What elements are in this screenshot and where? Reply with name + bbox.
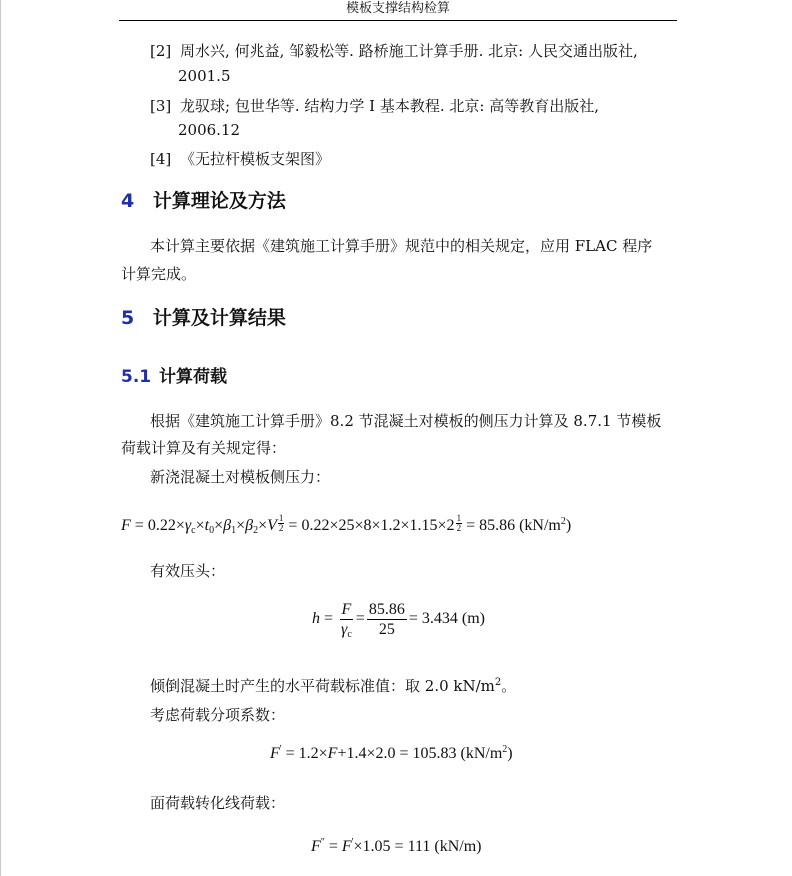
effective-head-label: 有效压头： <box>150 562 226 580</box>
dumping-load-text: 倾倒混凝土时产生的水平荷载标准值：取 2.0 $kN/m^2$。 <box>150 677 517 695</box>
eq-fraction-exponent: $\frac{1}{2}$ <box>456 513 462 533</box>
eq-variable: β <box>223 517 232 534</box>
eq-variable: β <box>245 517 254 534</box>
eq-result: 105.83 <box>412 745 457 762</box>
eq-result: 85.86 <box>479 517 516 534</box>
eq-numeric-expression: 0.22×25×8×1.2×1.15×2 <box>301 517 455 534</box>
eq-variable: t <box>204 517 210 534</box>
section-number: 4 <box>121 190 135 212</box>
reference-2-year: 2001.5 <box>178 67 231 85</box>
eq-subscript: 0 <box>209 525 215 536</box>
reference-text: 龙驭球; 包世华等. 结构力学 I 基本教程. 北京: 高等教育出版社, <box>180 97 599 115</box>
eq-result: 3.434 <box>421 610 458 628</box>
eq-variable: F <box>270 745 280 762</box>
reference-text: 《无拉杆模板支架图》 <box>180 150 331 168</box>
eq-variable: h <box>312 610 320 628</box>
eq-unit: (m) <box>461 610 485 628</box>
eq-variable: γ <box>184 517 192 534</box>
intro-line1: 根据《建筑施工计算手册》8.2 节混凝土对模板的侧压力计算及 8.7.1 节模板 <box>150 412 662 430</box>
eq-fraction: $\frac{85.86}{25}$ <box>368 601 405 638</box>
page-header <box>119 0 677 21</box>
eq-superscript: 2 <box>560 516 566 527</box>
reference-2 <box>150 40 638 61</box>
section-5-1-heading <box>121 362 227 387</box>
line-load-label: 面荷载转化线荷载： <box>150 794 286 812</box>
effective-head-equation: h = $\frac{F}{\gamma_c}$ = $\frac{85.86}{25}$ = 3.434 (m) <box>312 601 485 640</box>
lateral-pressure-label: 新浇混凝土对模板侧压力： <box>150 468 331 486</box>
section-title: 计算荷载 <box>159 367 228 387</box>
section-5-heading <box>121 303 286 330</box>
eq-result: 111 <box>407 838 431 855</box>
reference-3-year: 2006.12 <box>178 121 241 139</box>
superscript: 2 <box>494 677 502 688</box>
lateral-pressure-equation: $F = 0.22\times\gamma_c\times t_0\times\beta_1\times\beta_2\times V$ $\frac{1}{2}$ = 0.22×25×8×1.2×1.15×2 $\frac{1}{2}$ = 85.86 $(kN/m^2)$ <box>121 513 572 536</box>
reference-number: [2] <box>150 42 172 60</box>
eq-superscript: 2 <box>502 744 508 755</box>
header-title: 模板支撑结构检算 <box>345 1 450 16</box>
section-number: 5.1 <box>121 367 152 387</box>
eq-subscript: 2 <box>253 525 259 536</box>
eq-variable: F <box>311 838 321 855</box>
line-load-equation: F" = F'×1.05 = 111 (kN/m) <box>311 837 482 855</box>
eq-variable: V <box>267 517 277 534</box>
eq-subscript: 1 <box>231 525 237 536</box>
section-number: 5 <box>121 307 135 329</box>
reference-number: [3] <box>150 97 172 115</box>
reference-text: 周水兴, 何兆益, 邹毅松等. 路桥施工计算手册. 北京: 人民交通出版社, <box>180 42 638 60</box>
eq-variable: F <box>341 838 352 855</box>
section-4-heading <box>121 186 286 213</box>
eq-variable: F <box>121 517 131 534</box>
section-4-paragraph-line1: 本计算主要依据《建筑施工计算手册》规范中的相关规定，应用 FLAC 程序 <box>150 237 653 255</box>
eq-unit: (kN/m <box>460 745 503 762</box>
eq-unit: (kN/m) <box>434 838 482 855</box>
factored-load-equation: F' = 1.2×F+1.4×2.0 = 105.83 $(kN/m^2)$ <box>270 744 513 762</box>
eq-fraction-exponent: $\frac{1}{2}$ <box>278 513 284 533</box>
intro-line2: 荷载计算及有关规定得： <box>121 439 287 457</box>
reference-3 <box>150 95 599 116</box>
reference-4 <box>150 148 330 169</box>
eq-subscript: c <box>191 525 196 536</box>
section-title: 计算及计算结果 <box>152 307 286 329</box>
eq-unit: (kN/m <box>519 517 561 534</box>
load-factor-label: 考虑荷载分项系数： <box>150 706 286 724</box>
eq-variable: F <box>327 745 338 762</box>
section-title: 计算理论及方法 <box>152 190 286 212</box>
eq-coefficient: 0.22 <box>147 517 176 534</box>
page-left-edge <box>0 0 1 876</box>
eq-fraction: $\frac{F}{\gamma_c}$ <box>341 601 352 640</box>
reference-number: [4] <box>150 150 172 168</box>
section-4-paragraph-line2: 计算完成。 <box>121 265 197 283</box>
